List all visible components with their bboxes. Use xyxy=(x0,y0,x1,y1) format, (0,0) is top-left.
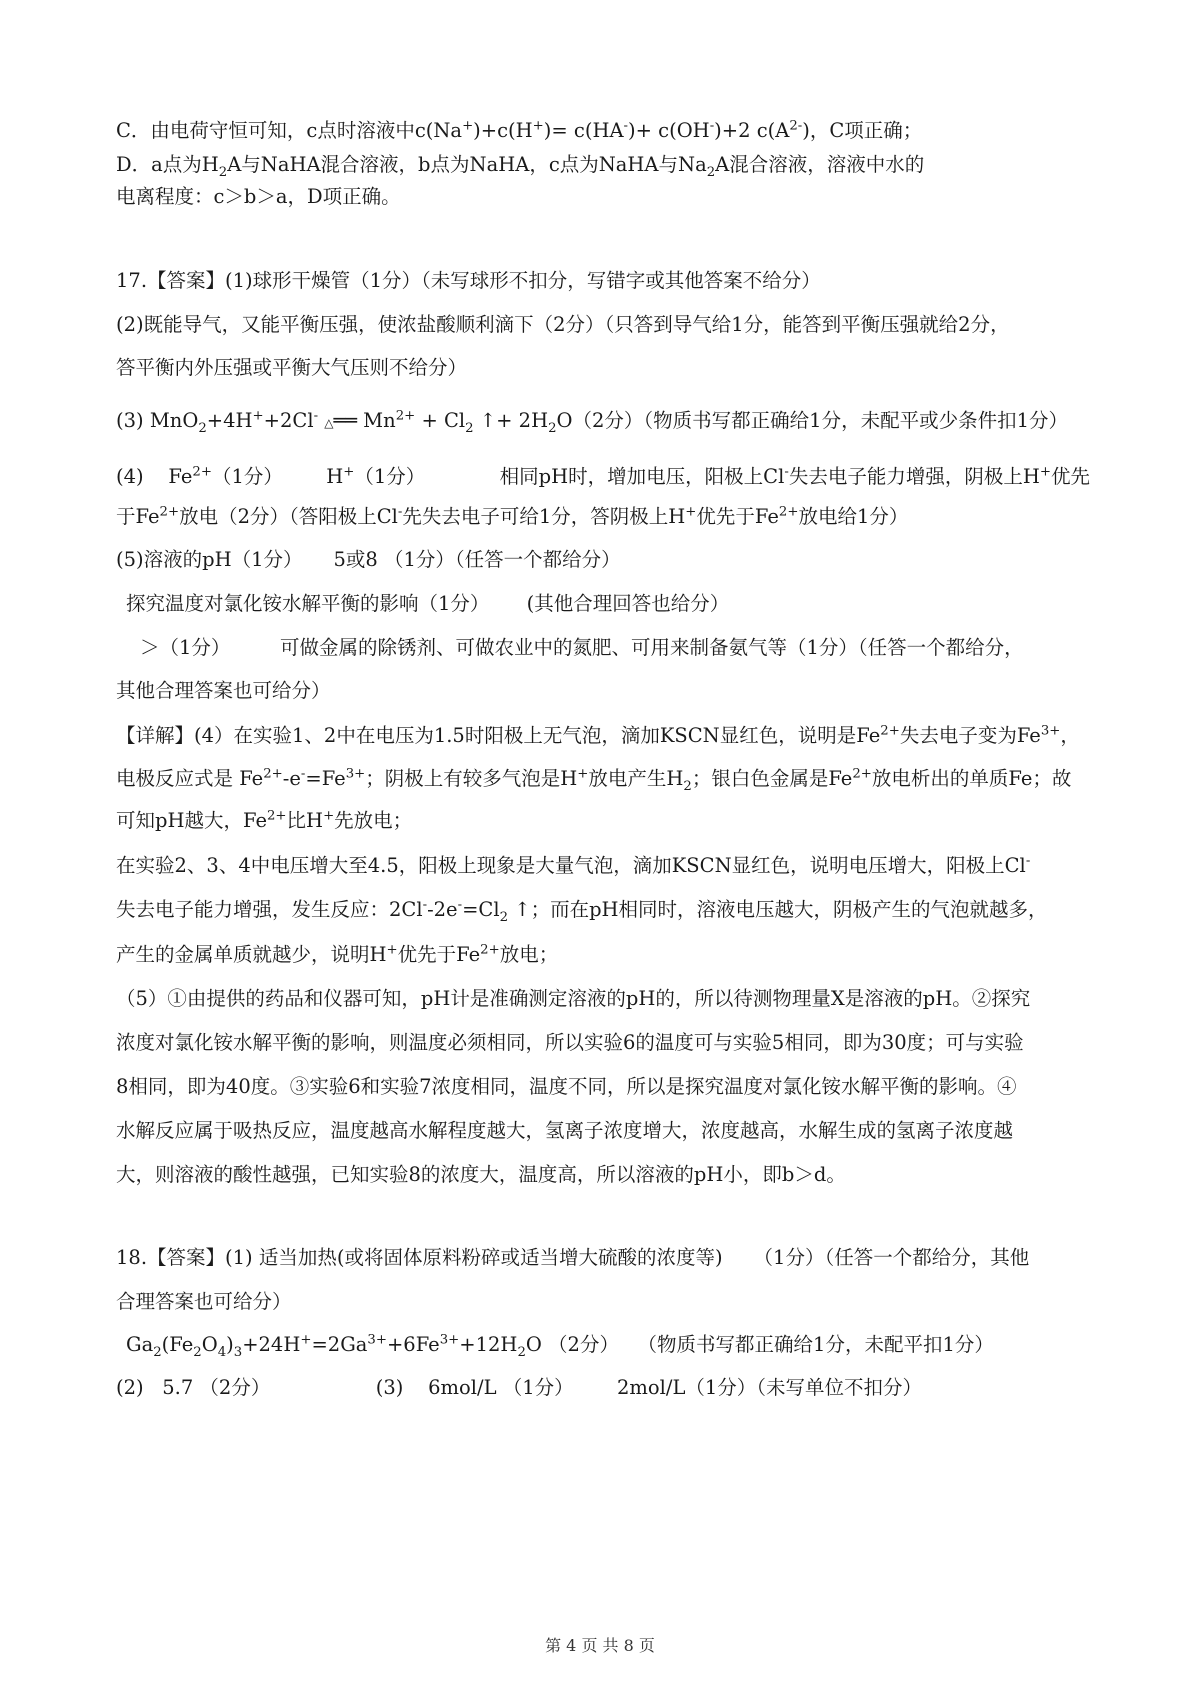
text-line: 探究温度对氯化铵水解平衡的影响（1分） (其他合理回答也给分） xyxy=(126,592,730,615)
text-line: 可知pH越大，$Fe^{2+}$比H+先放电； xyxy=(116,808,413,832)
text-line: 电离程度：c＞b＞a，D项正确。 xyxy=(116,185,401,208)
text-line: C．由电荷守恒可知，c点时溶液中c(Na+)+c(H+)= c(HA-)+ c(OH-)+2 $c(A^{2-})$，C项正确； xyxy=(116,118,923,142)
text-line: 其他合理答案也可给分） xyxy=(116,679,331,702)
text-line: 大，则溶液的酸性越强，已知实验8的浓度大，温度高，所以溶液的pH小，即b＞d。 xyxy=(116,1163,846,1186)
text-line: 浓度对氯化铵水解平衡的影响，则温度必须相同，所以实验6的温度可与实验5相同，即为30度；可与实验 xyxy=(116,1031,1024,1054)
text-line: (4) $Fe^{2+}(1$分） H+（1分） 相同pH时，增加电压，阳极上Cl-失去电子能力增强，阴极上H+优先 xyxy=(116,464,1090,488)
text-line: 产生的金属单质就越少，说明H+优先于$Fe^{2+}$放电； xyxy=(116,942,559,966)
text-line: 答平衡内外压强或平衡大气压则不给分） xyxy=(116,356,468,379)
text-line: (2) 5.7 （2分） (3) 6mol/L （1分） 2mol/L（1分）（未写单位不扣分） xyxy=(116,1376,923,1399)
equation-line: $Ga_2(Fe_2O_4)_3+24H^+=2Ga^{3+}+6Fe^{3+}+12H_2O$ （2分） （物质书写都正确给1分，未配平扣1分） xyxy=(126,1332,994,1360)
text-line: 失去电子能力增强，发生反应：$2Cl^--2e^-=Cl_2$ ↑；而在pH相同时，溶液电压越大，阴极产生的气泡就越多， xyxy=(116,897,1048,925)
page-footer: 第 4 页 共 8 页 xyxy=(545,1636,655,1655)
text-line: 在实验2、3、4中电压增大至4.5，阳极上现象是大量气泡，滴加KSCN显红色，说明电压增大，阳极上Cl- xyxy=(116,853,1031,877)
text-line: 18.【答案】(1) 适当加热(或将固体原料粉碎或适当增大硫酸的浓度等) （1分）（任答一个都给分，其他 xyxy=(116,1246,1030,1269)
text-line: 水解反应属于吸热反应，温度越高水解程度越大，氢离子浓度增大，浓度越高，水解生成的氢离子浓度越 xyxy=(116,1119,1014,1142)
text-line: 17.【答案】(1)球形干燥管（1分）（未写球形不扣分，写错字或其他答案不给分） xyxy=(116,269,821,292)
text-line: 【详解】(4）在实验1、2中在电压为1.5时阳极上无气泡，滴加KSCN显红色，说明是$Fe^{2+}$失去电子变为$Fe^{3+}$， xyxy=(116,723,1080,747)
equation-line: (3) MnO$_2$+4H++2Cl- △══ $Mn^{2+} + Cl_2$ ↑+ $2H_2O(2$分）（物质书写都正确给1分，未配平或少条件扣1分） xyxy=(116,408,1068,436)
text-line: (5)溶液的pH（1分） 5或8 （1分）（任答一个都给分） xyxy=(116,548,621,571)
text-line: 合理答案也可给分） xyxy=(116,1290,292,1313)
text-line: 于$Fe^{2+}$放电（2分）（答阳极上Cl-先失去电子可给1分，答阴极上H+优先于$Fe^{2+}$放电给1分） xyxy=(116,504,909,528)
text-line: (2)既能导气，又能平衡压强，使浓盐酸顺利滴下（2分）（只答到导气给1分，能答到平衡压强就给2分， xyxy=(116,313,1010,336)
text-line: 8相同，即为40度。③实验6和实验7浓度相同，温度不同，所以是探究温度对氯化铵水解平衡的影响。④ xyxy=(116,1075,1017,1098)
text-line: （5）①由提供的药品和仪器可知，pH计是准确测定溶液的pH的，所以待测物理量X是溶液的pH。②探究 xyxy=(116,987,1031,1010)
text-line: D．a点为$H_2A$与NaHA混合溶液，b点为NaHA，c点为NaHA与$Na_2A$混合溶液，溶液中水的 xyxy=(116,153,925,180)
text-line: 电极反应式是 $Fe^{2+}-e^-=Fe^{3+}$；阴极上有较多气泡是H+放电产生$H_2$；银白色金属是$Fe^{2+}$放电析出的单质Fe；故 xyxy=(116,766,1072,794)
text-line: ＞（1分） 可做金属的除锈剂、可做农业中的氮肥、可用来制备氨气等（1分）（任答一个都给分， xyxy=(140,636,1024,659)
